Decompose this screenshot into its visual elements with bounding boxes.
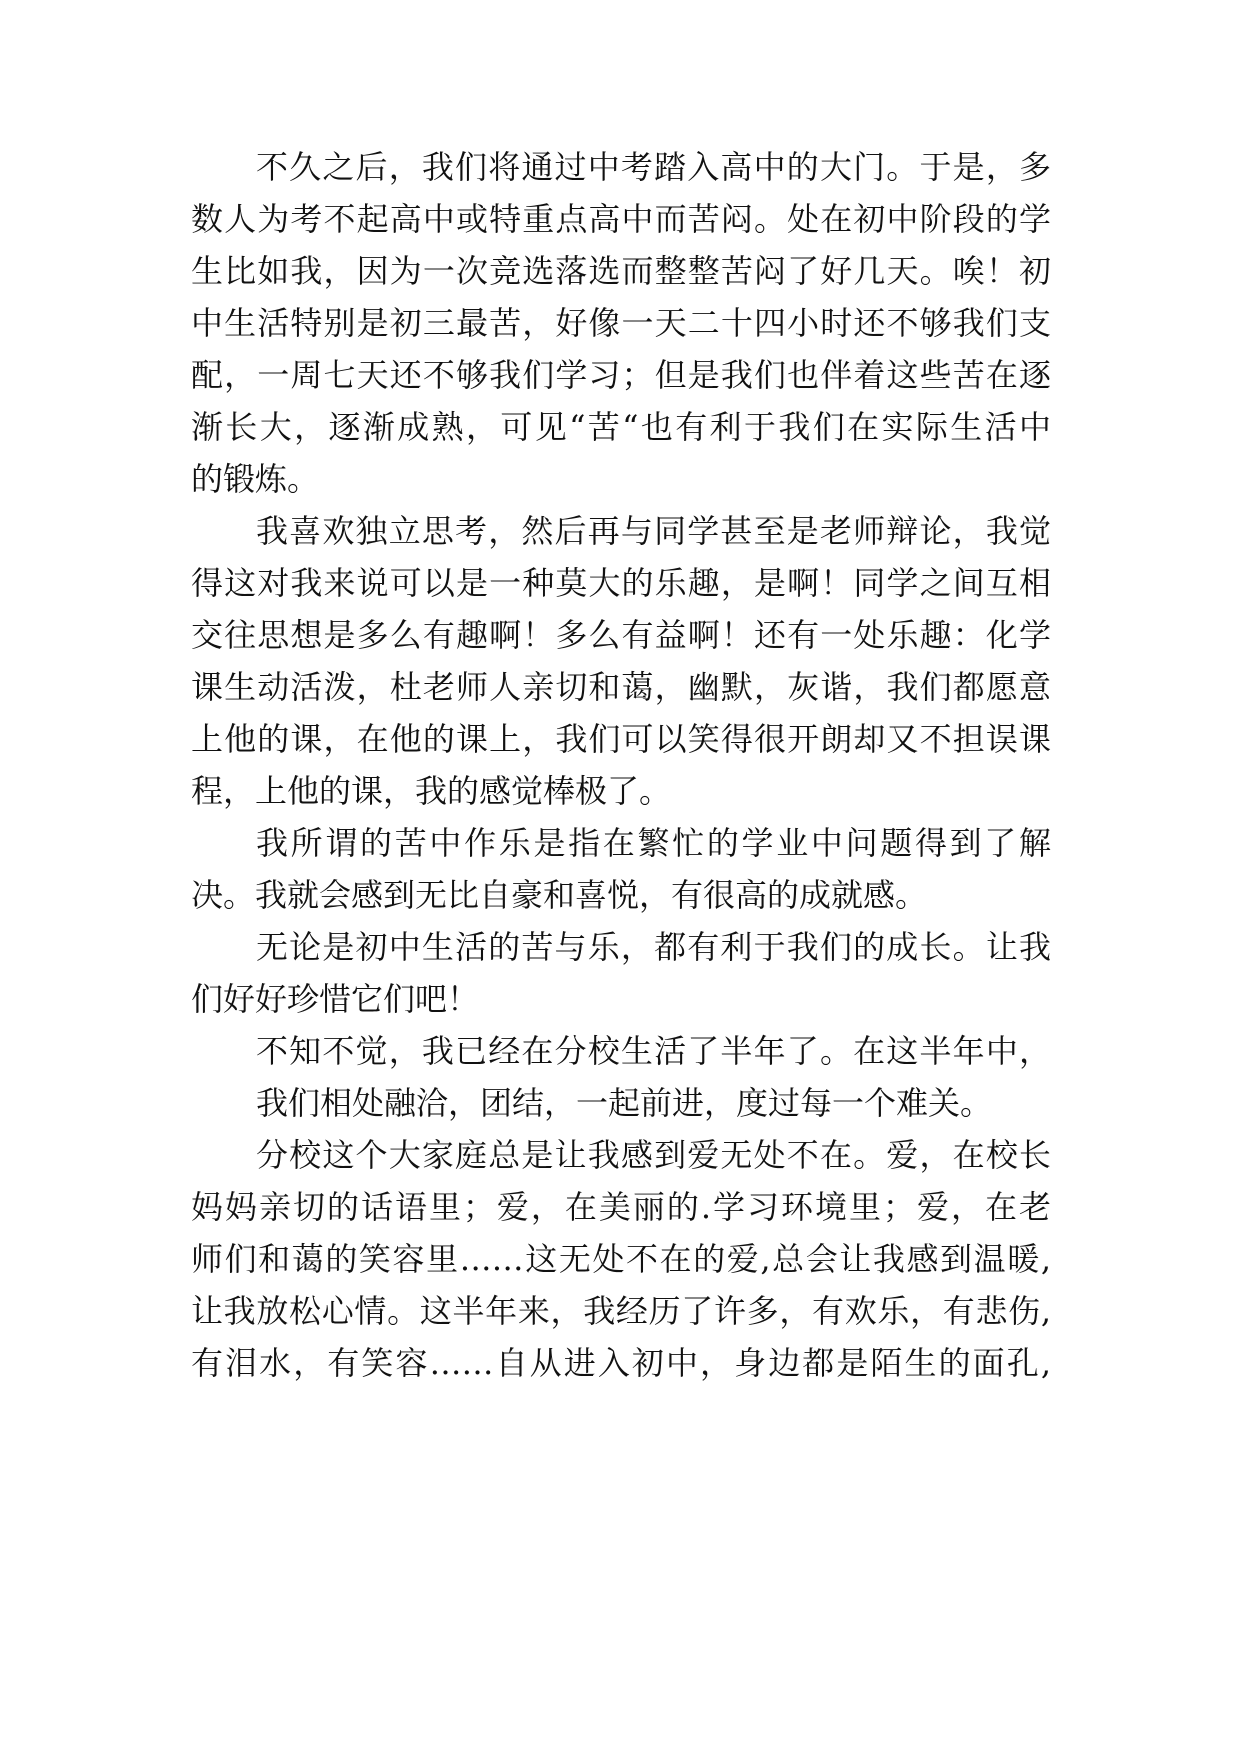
paragraph-7-line-1: 分校这个大家庭总是让我感到爱无处不在。爱，在校长 [256, 1136, 1051, 1174]
paragraph-2-line-4: 课生动活泼，杜老师人亲切和蔼，幽默，灰谐，我们都愿意 [191, 668, 1051, 706]
paragraph-1-line-3: 生比如我，因为一次竞选落选而整整苦闷了好几天。唉！初 [191, 252, 1051, 290]
paragraph-3-line-1: 我所谓的苦中作乐是指在繁忙的学业中问题得到了解 [256, 824, 1051, 862]
paragraph-7-line-3: 师们和蔼的笑容里……这无处不在的爱,总会让我感到温暖, [191, 1240, 1051, 1278]
paragraph-3-line-2: 决。我就会感到无比自豪和喜悦，有很高的成就感。 [191, 876, 928, 914]
paragraph-2-line-3: 交往思想是多么有趣啊！多么有益啊！还有一处乐趣：化学 [191, 616, 1051, 654]
paragraph-1-line-1: 不久之后，我们将通过中考踏入高中的大门。于是，多 [256, 148, 1051, 186]
paragraph-5-line-1: 不知不觉，我已经在分校生活了半年了。在这半年中， [256, 1032, 1051, 1070]
paragraph-1-line-7: 的锻炼。 [191, 460, 320, 498]
paragraph-2-line-1: 我喜欢独立思考，然后再与同学甚至是老师辩论，我觉 [256, 512, 1051, 550]
paragraph-2-line-2: 得这对我来说可以是一种莫大的乐趣，是啊！同学之间互相 [191, 564, 1051, 602]
paragraph-1-line-4: 中生活特别是初三最苦，好像一天二十四小时还不够我们支 [191, 304, 1051, 342]
paragraph-1-line-2: 数人为考不起高中或特重点高中而苦闷。处在初中阶段的学 [191, 200, 1051, 238]
paragraph-7-line-2: 妈妈亲切的话语里；爱，在美丽的.学习环境里；爱，在老 [191, 1188, 1051, 1226]
paragraph-2-line-6: 程，上他的课，我的感觉棒极了。 [191, 772, 672, 810]
paragraph-2-line-5: 上他的课，在他的课上，我们可以笑得很开朗却又不担误课 [191, 720, 1051, 758]
paragraph-7-line-5: 有泪水，有笑容……自从进入初中，身边都是陌生的面孔, [191, 1344, 1051, 1382]
paragraph-4-line-2: 们好好珍惜它们吧！ [191, 980, 480, 1018]
paragraph-6-line-1: 我们相处融洽，团结，一起前进，度过每一个难关。 [256, 1084, 993, 1122]
paragraph-7-line-4: 让我放松心情。这半年来，我经历了许多，有欢乐，有悲伤, [191, 1292, 1051, 1330]
paragraph-4-line-1: 无论是初中生活的苦与乐，都有利于我们的成长。让我 [256, 928, 1051, 966]
paragraph-1-line-5: 配，一周七天还不够我们学习；但是我们也伴着这些苦在逐 [191, 356, 1051, 394]
paragraph-1-line-6: 渐长大，逐渐成熟，可见“苦“也有利于我们在实际生活中 [191, 408, 1051, 446]
